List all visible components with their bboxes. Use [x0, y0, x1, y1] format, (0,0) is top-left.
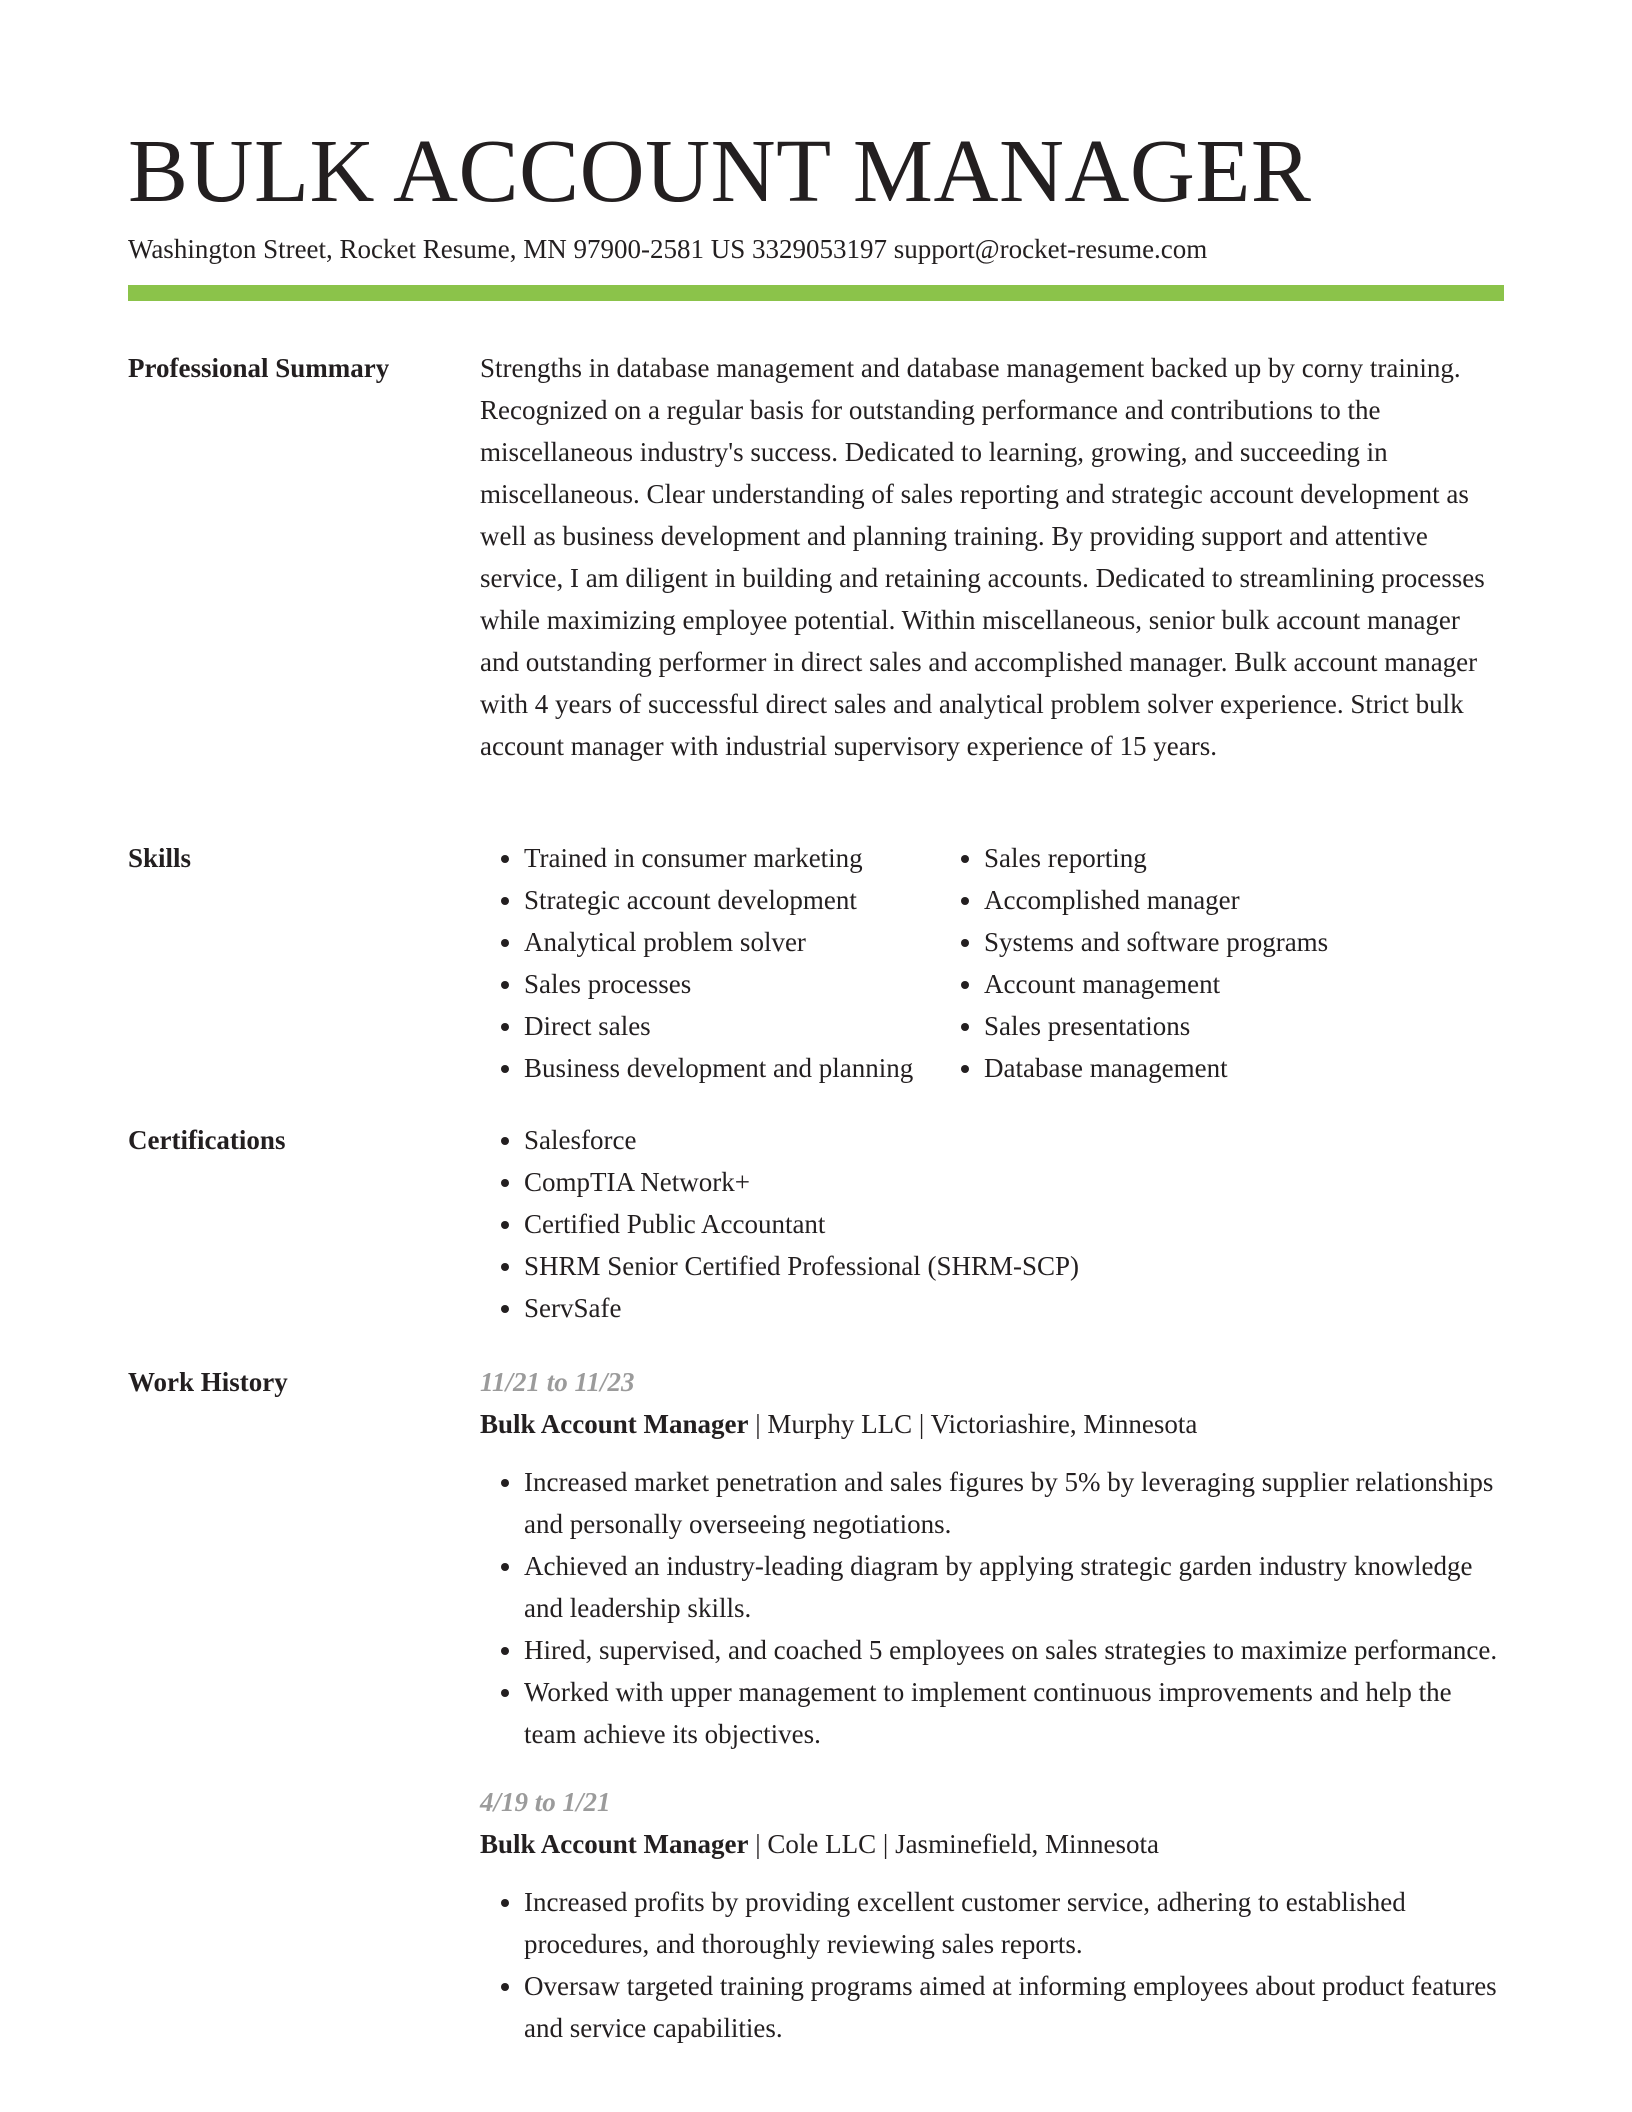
skills-column-left [480, 837, 940, 1089]
certification-item: • ServSafe [524, 1287, 1504, 1329]
skill-item: • Analytical problem solver [524, 921, 940, 963]
header-divider [128, 285, 1504, 301]
skill-item: • Account management [984, 963, 1504, 1005]
certification-item: • Certified Public Accountant [524, 1203, 1504, 1245]
skill-item: • Database management [984, 1047, 1504, 1089]
job-entry [480, 1361, 1504, 1755]
work-history-body [480, 1361, 1504, 2075]
skill-item: • Sales processes [524, 963, 940, 1005]
job-bullet: • Worked with upper management to implement continuous improvements and help the team achieve its objectives. [524, 1671, 1504, 1755]
summary-text: Strengths in database management and database management backed up by corny training. Recognized on a regular basis for outstanding performance and contributions to the miscellaneous industry's success. Dedicated to learning, growing, and succeeding in miscellaneous. Clear understanding of sales reporting and strategic account development as well as business development and planning training. By providing support and attentive service, I am diligent in building and retaining accounts. Dedicated to streamlining processes while maximizing employee potential. Within miscellaneous, senior bulk account manager and outstanding performer in direct sales and accomplished manager. Bulk account manager with 4 years of successful direct sales and analytical problem solver experience. Strict bulk account manager with industrial supervisory experience of 15 years. [480, 353, 1485, 761]
job-entry [480, 1781, 1504, 2049]
certifications-heading: Certifications [128, 1125, 286, 1155]
certification-item: • SHRM Senior Certified Professional (SHRM-SCP) [524, 1245, 1504, 1287]
skill-item: • Sales reporting [984, 837, 1504, 879]
job-bullets [480, 1461, 1504, 1755]
job-title: Bulk Account Manager [480, 1829, 749, 1859]
job-bullet: • Increased profits by providing excellent customer service, adhering to established procedures, and thoroughly reviewing sales reports. [524, 1881, 1504, 1965]
skill-item: • Trained in consumer marketing [524, 837, 940, 879]
job-bullet: • Oversaw targeted training programs aimed at informing employees about product features and service capabilities. [524, 1965, 1504, 2049]
job-header [480, 1403, 1504, 1445]
job-bullet: • Hired, supervised, and coached 5 employees on sales strategies to maximize performance. [524, 1629, 1504, 1671]
summary-heading: Professional Summary [128, 353, 390, 383]
skill-item: • Systems and software programs [984, 921, 1504, 963]
resume-name: BULK ACCOUNT MANAGER [128, 122, 1312, 221]
job-bullet: • Achieved an industry-leading diagram by applying strategic garden industry knowledge and leadership skills. [524, 1545, 1504, 1629]
skill-item: • Business development and planning [524, 1047, 940, 1089]
skills-list [480, 837, 1504, 1089]
work-history-heading: Work History [128, 1367, 288, 1397]
job-bullets [480, 1881, 1504, 2049]
contact-line: Washington Street, Rocket Resume, MN 97900-2581 US 3329053197 support@rocket-resume.com [128, 234, 1208, 264]
job-title: Bulk Account Manager [480, 1409, 749, 1439]
skills-heading: Skills [128, 843, 192, 873]
job-details: | Cole LLC | Jasminefield, Minnesota [748, 1829, 1160, 1859]
skill-item: • Strategic account development [524, 879, 940, 921]
job-date: 11/21 to 11/23 [480, 1367, 635, 1397]
job-header [480, 1823, 1504, 1865]
skill-item: • Sales presentations [984, 1005, 1504, 1047]
job-bullet: • Increased market penetration and sales figures by 5% by leveraging supplier relationships and personally overseeing negotiations. [524, 1461, 1504, 1545]
certification-item: • Salesforce [524, 1119, 1504, 1161]
job-details: | Murphy LLC | Victoriashire, Minnesota [748, 1409, 1198, 1439]
skill-item: • Direct sales [524, 1005, 940, 1047]
skill-item: • Accomplished manager [984, 879, 1504, 921]
job-date: 4/19 to 1/21 [480, 1787, 611, 1817]
summary-body [480, 347, 1504, 767]
certifications-items [480, 1119, 1504, 1329]
skills-column-right [940, 837, 1504, 1089]
certification-item: • CompTIA Network+ [524, 1161, 1504, 1203]
certifications-list [480, 1119, 1504, 1329]
